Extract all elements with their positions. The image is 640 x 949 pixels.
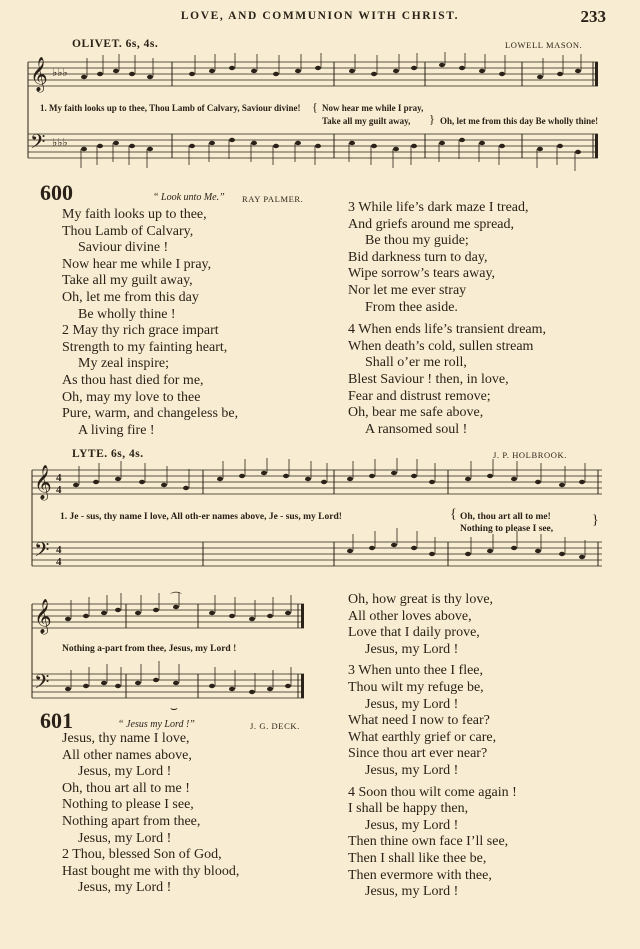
verse-line: Love that I daily prove,: [348, 625, 480, 641]
hymn-author-600: RAY PALMER.: [242, 194, 304, 204]
verse-line: Jesus, my Lord !: [365, 884, 459, 900]
svg-text:♭♭♭: ♭♭♭: [52, 67, 68, 79]
verse-line: Hast bought me with thy blood,: [62, 863, 240, 879]
verse-line: My zeal inspire;: [78, 356, 169, 372]
hymn-601-column-2: [348, 592, 517, 901]
verse-line: My faith looks up to thee,: [62, 207, 207, 222]
lyric-lyte-line2: Nothing a-part from thee, Jesus, my Lord !: [62, 644, 237, 654]
verse-line: Nor let me ever stray: [348, 282, 467, 298]
svg-text:𝄞: 𝄞: [34, 465, 52, 500]
verse-line: Then evermore with thee,: [348, 867, 492, 883]
verse-line: A living fire !: [78, 422, 155, 438]
verse-line: Fear and distrust remove;: [348, 388, 491, 404]
verse-line: Thou wilt my refuge be,: [348, 679, 484, 695]
verse-line: Bid darkness turn to day,: [348, 249, 488, 265]
hymn-600-column-1: [62, 207, 238, 439]
svg-text:𝄞: 𝄞: [34, 599, 52, 634]
verse-line: Thou Lamb of Calvary,: [62, 223, 194, 239]
verse-line: From thee aside.: [365, 299, 458, 315]
verse-line: Oh, may my love to thee: [62, 389, 201, 405]
lyric-lyte-main: 1. Je - sus, thy name I love, All oth-er names above, Je - sus, my Lord!: [60, 512, 342, 522]
verse-line: What earthly grief or care,: [348, 729, 497, 745]
verse-line: Strength to my fainting heart,: [62, 339, 228, 355]
verse-line: 3 When unto thee I flee,: [348, 663, 484, 679]
verse-line: Take all my guilt away,: [62, 273, 193, 289]
verse-line: As thou hast died for me,: [62, 372, 204, 388]
music-score-olivet: [22, 52, 606, 178]
verse-line: When death’s cold, sullen stream: [348, 338, 534, 354]
verse-line: All other loves above,: [348, 608, 472, 624]
brace-close-icon: }: [592, 513, 599, 528]
lyric-olivet-alt2: Take all my guilt away,: [322, 116, 411, 126]
hymn-author-601: J. G. DECK.: [250, 721, 300, 731]
verse-line: Jesus, my Lord !: [365, 817, 459, 833]
svg-text:𝄢: 𝄢: [34, 670, 50, 698]
lyric-olivet-alt1: Now hear me while I pray,: [322, 103, 424, 113]
verse-line: Shall o’er me roll,: [365, 355, 467, 371]
hymn-number-601: 601: [40, 708, 73, 733]
svg-text:4: 4: [56, 544, 62, 556]
verse-line: Blest Saviour ! then, in love,: [348, 371, 509, 387]
lyric-olivet-main: 1. My faith looks up to thee, Thou Lamb of Calvary, Saviour divine!: [40, 103, 301, 113]
verse-line: What need I now to fear?: [348, 713, 490, 729]
verse-line: Since thou art ever near?: [348, 746, 488, 762]
verse-line: Jesus, my Lord !: [365, 641, 459, 657]
svg-text:4: 4: [56, 472, 62, 484]
verse-line: Be wholly thine !: [78, 306, 176, 322]
verse-line: Saviour divine !: [78, 240, 169, 256]
verse-line: Then thine own face I’ll see,: [348, 834, 509, 850]
svg-text:4: 4: [56, 484, 62, 496]
verse-line: 2 May thy rich grace impart: [62, 323, 219, 339]
verse-line: Then I shall like thee be,: [348, 850, 487, 866]
verse-line: And griefs around me spread,: [348, 216, 515, 232]
hymn-title-601: “ Jesus my Lord !”: [118, 719, 195, 730]
composer-olivet: LOWELL MASON.: [505, 40, 583, 50]
verse-line: Be thou my guide;: [365, 233, 469, 249]
hymn-600-column-2: [348, 200, 546, 438]
verse-line: Jesus, my Lord !: [365, 696, 459, 712]
lyric-lyte-alt1: Oh, thou art all to me!: [460, 512, 551, 522]
svg-text:⌣: ⌣: [170, 701, 178, 714]
hymn-title-600: “ Look unto Me.”: [153, 192, 225, 203]
verse-line: Nothing to please I see,: [62, 797, 194, 813]
verse-line: Oh, let me from this day: [62, 289, 199, 305]
verse-line: Oh, bear me safe above,: [348, 405, 484, 421]
verse-line: Jesus, my Lord !: [78, 830, 172, 846]
brace-open-icon: {: [450, 507, 457, 522]
hymn-number-600: 600: [40, 180, 73, 205]
verse-line: Oh, how great is thy love,: [348, 592, 494, 607]
lyric-olivet-end: Oh, let me from this day Be wholly thine!: [440, 116, 599, 126]
tune-name-olivet: OLIVET. 6s, 4s.: [72, 38, 159, 50]
verse-line: All other names above,: [62, 747, 192, 763]
verse-line: Nothing apart from thee,: [62, 813, 201, 829]
hymn-601-column-1: [62, 731, 239, 897]
verse-line: I shall be happy then,: [348, 801, 469, 817]
running-header: LOVE, AND COMMUNION WITH CHRIST.: [180, 10, 460, 22]
verse-line: Wipe sorrow’s tears away,: [348, 266, 496, 282]
verse-line: A ransomed soul !: [365, 421, 468, 437]
svg-text:𝄢: 𝄢: [30, 130, 46, 158]
verse-line: Now hear me while I pray,: [62, 256, 212, 272]
verse-line: Pure, warm, and changeless be,: [62, 406, 239, 422]
svg-text:𝄞: 𝄞: [30, 57, 48, 92]
svg-text:⌒: ⌒: [170, 591, 183, 605]
tune-name-lyte: LYTE. 6s, 4s.: [72, 448, 144, 460]
verse-line: Jesus, my Lord !: [78, 764, 172, 780]
lyric-lyte-alt2: Nothing to please I see,: [460, 524, 554, 534]
verse-line: Jesus, my Lord !: [365, 762, 459, 778]
svg-text:4: 4: [56, 556, 62, 568]
page-number: 233: [580, 7, 606, 26]
brace-open-icon: {: [312, 100, 318, 114]
brace-close-icon: }: [429, 112, 435, 126]
verse-line: Jesus, my Lord !: [78, 880, 172, 896]
verse-line: 4 Soon thou wilt come again !: [348, 784, 517, 800]
verse-line: 4 When ends life’s transient dream,: [348, 322, 547, 338]
composer-lyte: J. P. HOLBROOK.: [493, 450, 567, 460]
verse-line: Jesus, thy name I love,: [62, 731, 190, 746]
verse-line: 3 While life’s dark maze I tread,: [348, 200, 529, 215]
svg-text:𝄢: 𝄢: [34, 538, 50, 566]
verse-line: 2 Thou, blessed Son of God,: [62, 847, 222, 863]
svg-text:♭♭♭: ♭♭♭: [52, 137, 68, 149]
verse-line: Oh, thou art all to me !: [62, 780, 190, 796]
